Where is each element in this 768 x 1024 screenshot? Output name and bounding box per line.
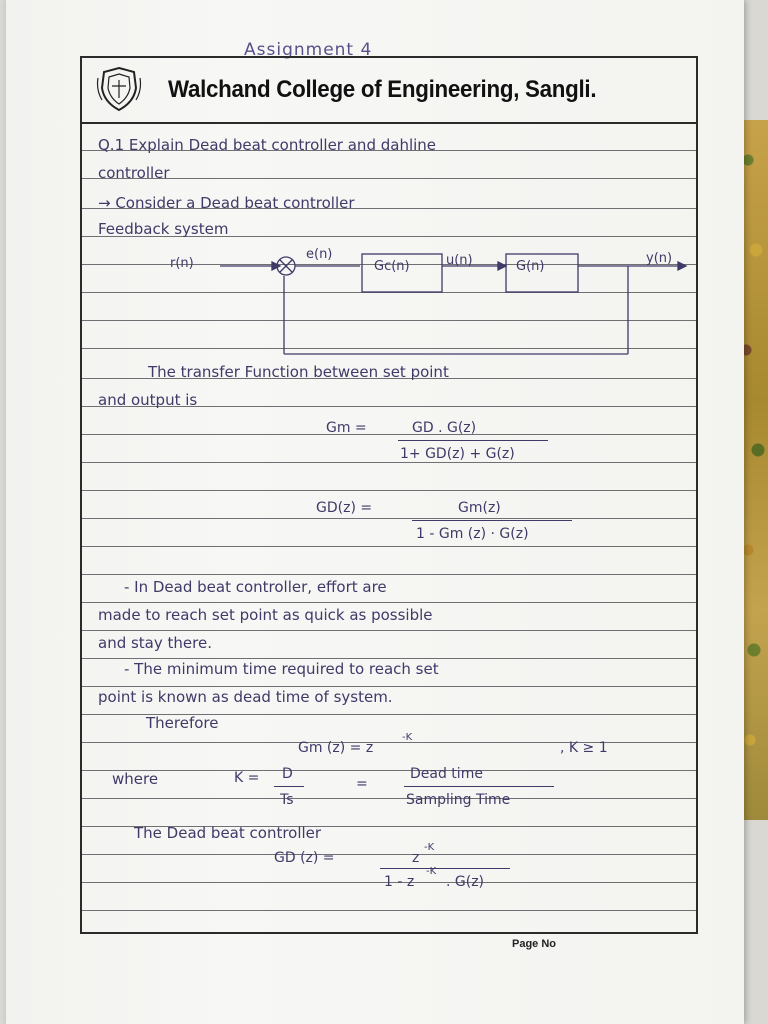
rule-line bbox=[82, 910, 696, 911]
eq4-denominator-part-a: 1 - z bbox=[384, 874, 415, 890]
deadbeat-para-line-2: made to reach set point as quick as possible bbox=[98, 606, 433, 624]
deadbeat-controller-line: The Dead beat controller bbox=[134, 824, 322, 842]
deadbeat-para-line-3: and stay there. bbox=[98, 634, 212, 652]
therefore-label: Therefore bbox=[146, 714, 219, 732]
rule-line bbox=[82, 630, 696, 631]
k-equals-sign: = bbox=[356, 776, 368, 792]
diagram-controller-label: Gc(n) bbox=[374, 259, 410, 274]
header-divider bbox=[82, 122, 696, 124]
dead-time-label: Dead time bbox=[410, 766, 483, 782]
rule-line bbox=[82, 686, 696, 687]
college-name: Walchand College of Engineering, Sangli. bbox=[168, 76, 597, 103]
eq4-numerator-exponent: -K bbox=[424, 842, 435, 853]
eq4-fraction-bar bbox=[380, 868, 510, 869]
rule-line bbox=[82, 798, 696, 799]
eq2-fraction-bar bbox=[412, 520, 572, 521]
eq2-denominator: 1 - Gm (z) · G(z) bbox=[416, 526, 529, 542]
transfer-function-line-1: The transfer Function between set point bbox=[148, 363, 449, 381]
deadbeat-para-line-1: - In Dead beat controller, effort are bbox=[124, 578, 387, 596]
eq1-denominator: 1+ GD(z) + G(z) bbox=[400, 446, 515, 462]
rule-line bbox=[82, 546, 696, 547]
eq3-expression: Gm (z) = z bbox=[298, 740, 374, 756]
eq1-lhs: Gm = bbox=[326, 420, 367, 436]
ratio-fraction-bar bbox=[404, 786, 554, 787]
k-equals: K = bbox=[234, 770, 260, 786]
consider-line: → Consider a Dead beat controller bbox=[98, 194, 355, 212]
transfer-function-line-2: and output is bbox=[98, 391, 198, 409]
question-line-1: Q.1 Explain Dead beat controller and dahline bbox=[98, 136, 437, 154]
page-border bbox=[80, 56, 698, 934]
rule-line bbox=[82, 462, 696, 463]
rule-line bbox=[82, 770, 696, 771]
rule-line bbox=[82, 854, 696, 855]
rule-line bbox=[82, 574, 696, 575]
diagram-plant-label: G(n) bbox=[516, 259, 545, 274]
assignment-heading: Assignment 4 bbox=[244, 40, 373, 60]
eq1-numerator: GD . G(z) bbox=[412, 420, 477, 436]
eq4-denominator-exponent: -K bbox=[426, 866, 437, 877]
eq1-fraction-bar bbox=[398, 440, 548, 441]
sampling-time-label: Sampling Time bbox=[406, 792, 511, 808]
eq4-denominator-part-b: . G(z) bbox=[446, 874, 485, 890]
page-number-label: Page No bbox=[512, 938, 557, 950]
eq2-numerator: Gm(z) bbox=[458, 500, 501, 516]
feedback-block-diagram bbox=[160, 248, 690, 358]
rule-line bbox=[82, 434, 696, 435]
eq2-lhs: GD(z) = bbox=[316, 500, 373, 516]
eq4-lhs: GD (z) = bbox=[274, 850, 335, 866]
eq4-numerator: z bbox=[412, 850, 420, 866]
college-logo-icon bbox=[94, 64, 144, 114]
rule-line bbox=[82, 490, 696, 491]
rule-line bbox=[82, 518, 696, 519]
minimum-time-line-1: - The minimum time required to reach set bbox=[124, 660, 439, 678]
eq3-condition: , K ≥ 1 bbox=[560, 740, 608, 756]
diagram-error-label: e(n) bbox=[306, 247, 333, 262]
k-fraction-bar bbox=[274, 786, 304, 787]
rule-line bbox=[82, 602, 696, 603]
feedback-line: Feedback system bbox=[98, 220, 229, 238]
eq3-exponent: -K bbox=[402, 732, 413, 743]
diagram-control-label: u(n) bbox=[446, 253, 473, 268]
rule-line bbox=[82, 658, 696, 659]
where-label: where bbox=[112, 770, 159, 788]
rule-line bbox=[82, 178, 696, 179]
k-numerator: D bbox=[282, 766, 293, 782]
k-denominator: Ts bbox=[280, 792, 294, 808]
diagram-input-label: r(n) bbox=[170, 256, 194, 271]
question-line-2: controller bbox=[98, 164, 170, 182]
minimum-time-line-2: point is known as dead time of system. bbox=[98, 688, 393, 706]
diagram-output-label: y(n) bbox=[646, 251, 673, 266]
